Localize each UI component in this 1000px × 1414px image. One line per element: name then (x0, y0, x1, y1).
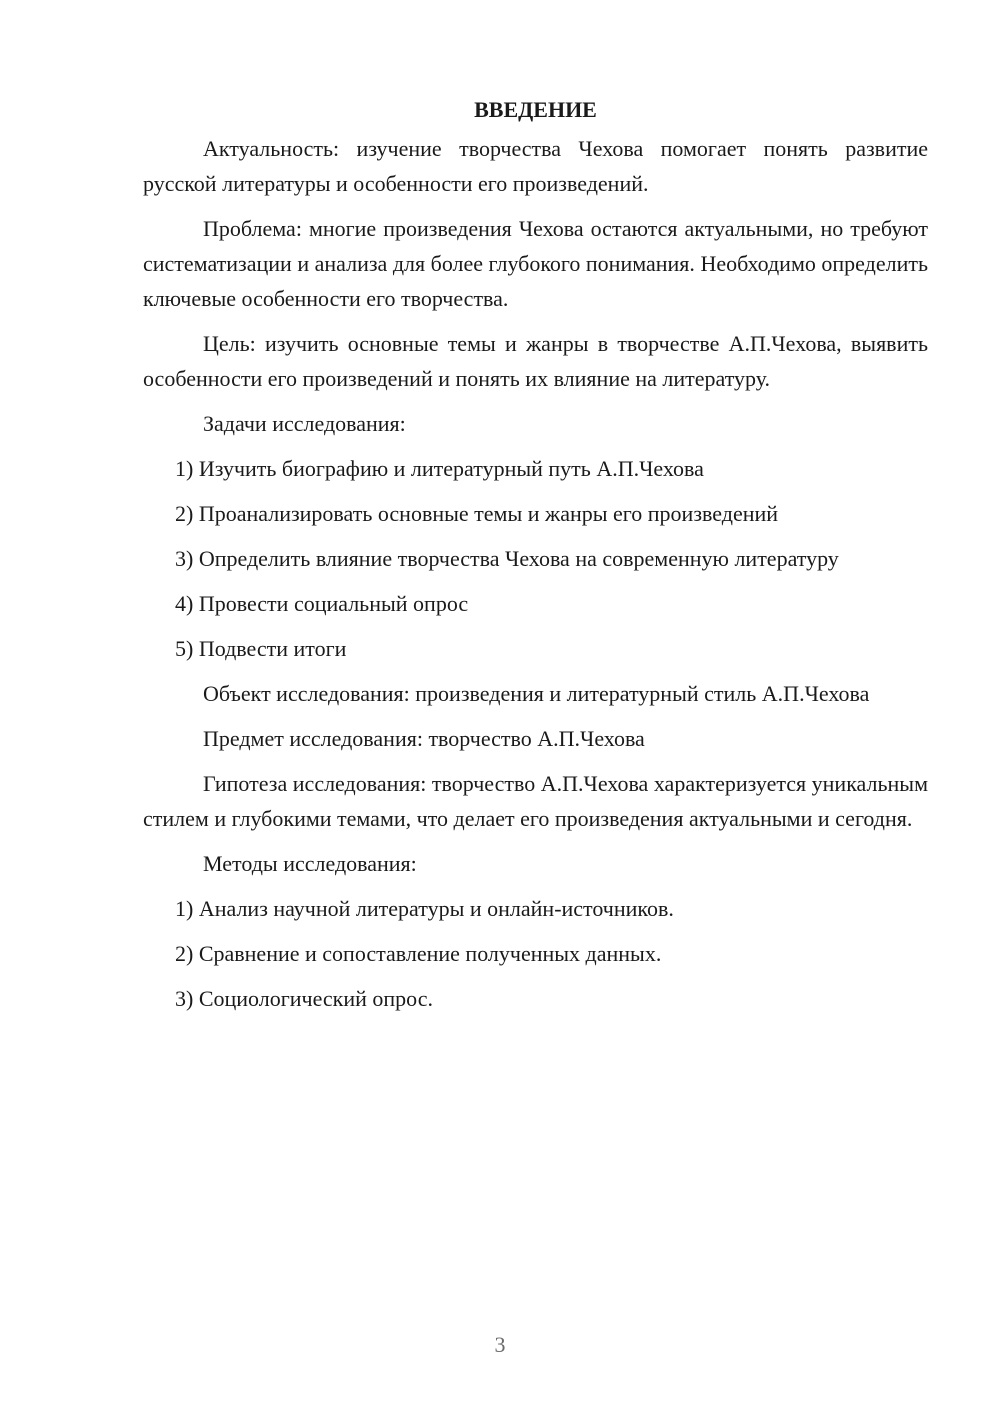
method-item: 2) Сравнение и сопоставление полученных данных. (175, 941, 662, 966)
tasks-list (143, 451, 928, 666)
methods-list (143, 891, 928, 1016)
relevance-paragraph: Актуальность: изучение творчества Чехова помогает понять развитие русской литературы и особенности его произведений. (143, 136, 928, 196)
page-title: ВВЕДЕНИЕ (474, 97, 597, 122)
task-item: 1) Изучить биографию и литературный путь А.П.Чехова (175, 456, 704, 481)
task-item: 4) Провести социальный опрос (175, 591, 469, 616)
subject-paragraph: Предмет исследования: творчество А.П.Чехова (203, 726, 645, 751)
hypothesis-paragraph: Гипотеза исследования: творчество А.П.Чехова характеризуется уникальным стилем и глубокими темами, что делает его произведения актуальными и сегодня. (143, 771, 928, 831)
document-body (143, 92, 928, 1026)
goal-paragraph: Цель: изучить основные темы и жанры в творчестве А.П.Чехова, выявить особенности его произведений и понять их влияние на литературу. (143, 331, 928, 391)
task-item: 3) Определить влияние творчества Чехова на современную литературу (175, 546, 839, 571)
methods-heading: Методы исследования: (203, 851, 417, 876)
page-number: 3 (494, 1332, 506, 1357)
task-item: 2) Проанализировать основные темы и жанры его произведений (175, 501, 779, 526)
problem-paragraph: Проблема: многие произведения Чехова остаются актуальными, но требуют систематизации и анализа для более глубокого понимания. Необходимо определить ключевые особенности его творчества. (143, 216, 928, 311)
tasks-heading: Задачи исследования: (203, 411, 406, 436)
method-item: 1) Анализ научной литературы и онлайн-источников. (175, 896, 674, 921)
method-item: 3) Социологический опрос. (175, 986, 433, 1011)
object-paragraph: Объект исследования: произведения и литературный стиль А.П.Чехова (203, 681, 870, 706)
task-item: 5) Подвести итоги (175, 636, 347, 661)
